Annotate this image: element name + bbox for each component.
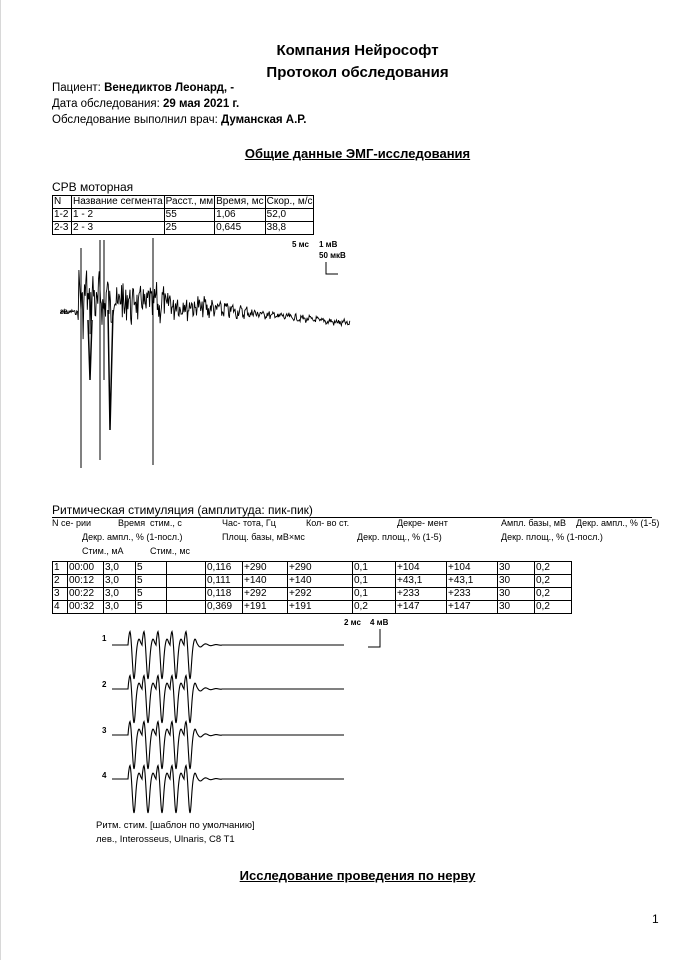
rhythmic-title: Ритмическая стимуляция (амплитуда: пик-пик)	[52, 503, 313, 517]
rhythmic-trace-1	[112, 632, 344, 679]
rhythmic-trace-4	[112, 766, 344, 813]
trace-label: 4	[102, 771, 107, 780]
rhythmic-trace-2	[112, 676, 344, 723]
date-label: Дата обследования:	[52, 98, 160, 110]
company-title: Компания Нейрософт	[276, 42, 439, 59]
rhythmic-waveforms	[112, 615, 392, 815]
srv-cell: 2-3	[53, 222, 72, 235]
rhythmic-row: 4 00:32 3,0 5 0,369 +191 +191 0,2 +147 +147 30 0,2	[53, 601, 572, 614]
srv-cell: 0,645	[215, 222, 266, 235]
trace-label: 3	[102, 726, 107, 735]
srv-trace	[60, 270, 350, 339]
srv-cell: 2 - 3	[72, 222, 165, 235]
srv-header-row	[53, 196, 314, 209]
rhythmic-header-line3: Стим., мА Стим., мс	[82, 546, 191, 556]
protocol-title: Протокол обследования	[266, 64, 449, 81]
trace-label: 2	[102, 680, 107, 689]
srv-table	[52, 195, 314, 235]
date-value: 29 мая 2021 г.	[163, 98, 240, 110]
rhythmic-scale-amp: 4 мВ	[370, 618, 389, 627]
srv-header-cell: Расст., мм	[165, 196, 214, 207]
rhythmic-trace-3	[112, 722, 344, 769]
rhythmic-row: 2 00:12 3,0 5 0,111 +140 +140 0,1 +43,1 +43,1 30 0,2	[53, 575, 572, 588]
srv-header-cell: Название сегмента	[73, 196, 163, 207]
srv-scale-bracket	[326, 262, 338, 274]
srv-scale-time: 5 мс	[292, 240, 309, 249]
trace-label: 1	[102, 634, 107, 643]
srv-cell: 25	[164, 222, 214, 235]
doctor-line	[52, 114, 306, 126]
srv-cell: 1 - 2	[72, 209, 165, 222]
srv-cell: 1,06	[215, 209, 266, 222]
rhythmic-header-line2: Декр. ампл., % (1-посл.) Площ. базы, мВ×мс Декр. площ., % (1-5) Декр. площ., % (1-посл.)	[82, 532, 603, 542]
srv-cell: 1-2	[53, 209, 72, 222]
srv-cell: 55	[164, 209, 214, 222]
patient-value: Венедиктов Леонард, -	[104, 82, 235, 94]
rhythmic-caption-line1: Ритм. стим. [шаблон по умолчанию]	[96, 820, 255, 831]
rhythmic-caption-line2: лев., Interosseus, Ulnaris, C8 T1	[96, 834, 235, 845]
section-general-title: Общие данные ЭМГ-исследования	[244, 146, 471, 161]
rhythmic-header-line1: N се- рии Время стим., с Час- тота, Гц Кол- во ст. Декре- мент Ампл. базы, мВ Декр. ампл., % (1-5)	[52, 517, 652, 532]
srv-scale-amp: 1 мВ	[319, 240, 338, 249]
patient-line	[52, 82, 234, 94]
doctor-label: Обследование выполнил врач:	[52, 114, 218, 126]
patient-label: Пациент:	[52, 82, 101, 94]
doctor-value: Думанская А.Р.	[221, 114, 307, 126]
date-line	[52, 98, 239, 110]
section-nerve-title: Исследование проведения по нерву	[239, 868, 476, 883]
rhythmic-scale-time: 2 мс	[344, 618, 361, 627]
srv-title: СРВ моторная	[52, 180, 134, 194]
srv-scale-amp2: 50 мкВ	[319, 251, 346, 260]
srv-left-marker: 2B	[60, 310, 68, 316]
srv-row	[53, 209, 314, 222]
page-number: 1	[652, 912, 659, 926]
rhythmic-row: 3 00:22 3,0 5 0,118 +292 +292 0,1 +233 +233 30 0,2	[53, 588, 572, 601]
rhythmic-scale-bracket	[368, 629, 380, 647]
srv-cell: 52,0	[265, 209, 314, 222]
srv-header-cell: Скор., м/с	[266, 196, 313, 207]
srv-header-cell: N	[53, 196, 72, 209]
srv-waveform	[60, 230, 360, 470]
srv-cell: 38,8	[265, 222, 314, 235]
rhythmic-row: 1 00:00 3,0 5 0,116 +290 +290 0,1 +104 +104 30 0,2	[53, 562, 572, 575]
srv-header-cell: Время, мс	[216, 196, 264, 207]
rhythmic-table	[52, 561, 572, 614]
